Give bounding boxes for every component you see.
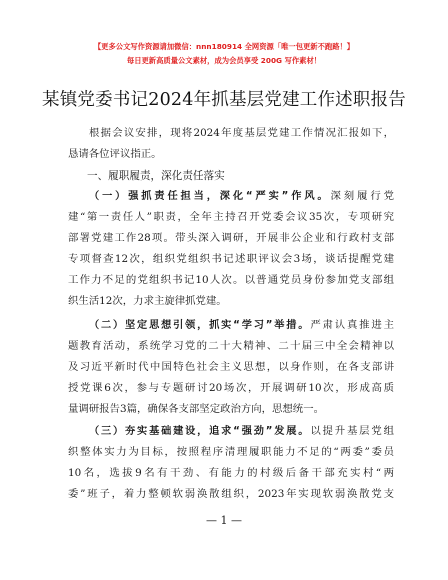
paragraph-1-first-line: [68, 186, 394, 207]
paragraph-3-first-line: [68, 421, 394, 442]
paragraph-1-line-5: 工作力不足的党组织书记10人次。以普通党员身份参加党支部组: [68, 274, 394, 286]
promo-banner-line1: 【更多公文写作资源请加微信：nnn180914 全网资源「唯一包更新不跑路！】: [93, 42, 355, 51]
intro-line-2: 恳请各位评议指正。: [68, 148, 162, 160]
intro-paragraph: [68, 123, 394, 165]
paragraph-3-line-2: 织整体实力为目标，按照程序清理履职能力不足的“两委”委员: [68, 446, 394, 458]
paragraph-1-line-3: 部署党建工作28项。带头深入调研，开展非公企业和行政村支部: [68, 232, 394, 244]
paragraph-3-line-4: 委”班子，着力整顿软弱涣散组织，2023年实现软弱涣散党支: [68, 488, 394, 500]
paragraph-2-line-1: 严肃认真推进主: [310, 319, 395, 331]
paragraph-2-first-line: [68, 315, 394, 336]
paragraph-1-heading: （一）强抓责任担当，深化“严实”作风。: [89, 191, 331, 202]
paragraph-3-line-3: 10名，选拔9名有干劲、有能力的村级后备干部充实村“两: [68, 467, 394, 479]
paragraph-1: [68, 186, 394, 312]
page-number: — 1 —: [206, 514, 242, 527]
paragraph-3-line-1: 以提升基层党组: [310, 425, 395, 437]
paragraph-2-line-4: 授党课6次，参与专题研讨20场次，开展调研10次，形成高质: [68, 382, 394, 394]
promo-banner-line2: 每日更新高质量公文素材，成为会员享受 200G 写作素材！: [126, 56, 322, 65]
paragraph-1-line-2: 建“第一责任人”职责，全年主持召开党委会议35次，专项研究: [68, 211, 394, 223]
section-1-heading: 一、履职履责，深化责任落实: [87, 170, 225, 182]
paragraph-1-line-4: 专项督查12次，组织党组织书记述职评议会3场，谈话提醒党建: [68, 253, 394, 265]
section-1: [68, 165, 394, 187]
paragraph-2-line-5: 量调研报告3篇，确保各支部坚定政治方向，思想统一。: [68, 403, 324, 415]
paragraph-2-line-2: 题教育活动，系统学习党的二十大精神、二十届三中全会精神以: [68, 340, 394, 352]
intro-line-1: 根据会议安排，现将2024年度基层党建工作情况汇报如下，: [89, 127, 394, 139]
paragraph-2-line-3: 及习近平新时代中国特色社会主义思想，以身作则，在各支部讲: [68, 361, 394, 373]
paragraph-2: [68, 315, 394, 420]
paragraph-3: [68, 421, 394, 505]
paragraph-1-line-1: 深刻履行党: [330, 190, 395, 202]
paragraph-3-heading: （三）夯实基础建设，追求“强劲”发展。: [89, 426, 311, 437]
paragraph-1-line-6: 织生活12次，力求主旋律抓党建。: [68, 295, 227, 307]
paragraph-2-heading: （二）坚定思想引领，抓实“学习”举措。: [89, 320, 311, 331]
document-title: 某镇党委书记2024年抓基层党建工作述职报告: [42, 90, 406, 110]
